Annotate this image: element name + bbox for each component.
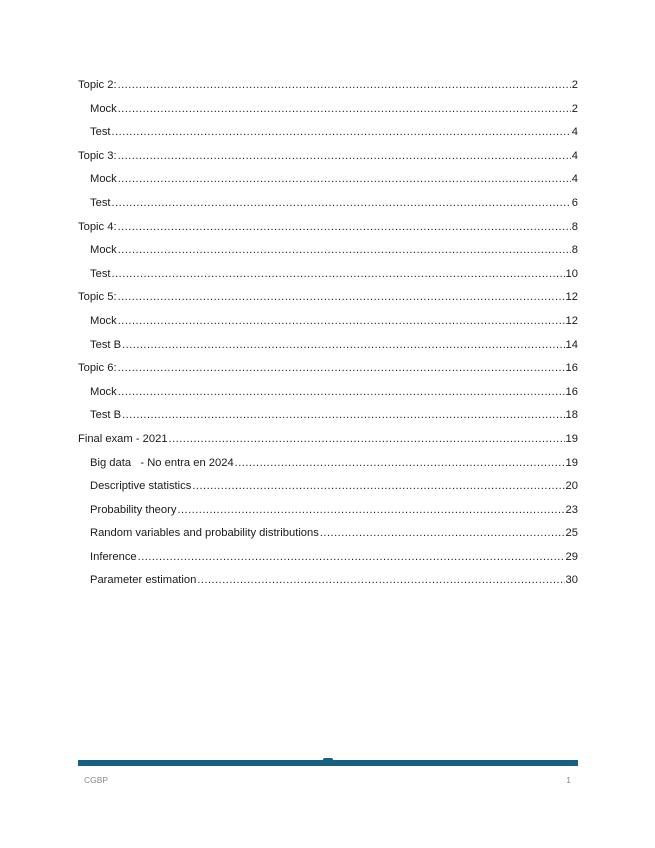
toc-entry-title: Probability theory — [90, 503, 177, 516]
toc-dot-leader — [138, 546, 565, 570]
toc-entry-section[interactable] — [78, 357, 578, 381]
toc-entry-section[interactable] — [78, 216, 578, 240]
toc-entry-subsection[interactable] — [78, 98, 578, 122]
toc-dot-leader — [320, 522, 565, 546]
toc-dot-leader — [177, 499, 564, 523]
toc-entry-page-number: 23 — [565, 503, 578, 516]
footer-page-number: 1 — [566, 775, 571, 785]
toc-dot-leader — [118, 74, 571, 98]
toc-entry-page-number: 8 — [571, 244, 578, 257]
toc-entry-page-number: 6 — [571, 196, 578, 209]
toc-entry-title: Parameter estimation — [90, 574, 197, 587]
toc-dot-leader — [118, 310, 565, 334]
toc-entry-page-number: 4 — [571, 149, 578, 162]
toc-entry-subsection[interactable] — [78, 499, 578, 523]
toc-entry-subsection[interactable] — [78, 192, 578, 216]
toc-entry-page-number: 25 — [565, 527, 578, 540]
toc-dot-leader — [122, 334, 564, 358]
toc-dot-leader — [112, 121, 571, 145]
toc-entry-page-number: 18 — [565, 409, 578, 422]
toc-dot-leader — [118, 381, 565, 405]
toc-entry-page-number: 8 — [571, 220, 578, 233]
toc-entry-subsection[interactable] — [78, 546, 578, 570]
toc-entry-subsection[interactable] — [78, 239, 578, 263]
footer-author: CGBP — [84, 775, 109, 785]
toc-entry-page-number: 16 — [565, 362, 578, 375]
toc-entry-section[interactable] — [78, 286, 578, 310]
toc-entry-title: Test — [90, 267, 111, 280]
toc-entry-title: Topic 2: — [78, 79, 117, 91]
toc-entry-title: Test — [90, 196, 111, 209]
toc-dot-leader — [118, 357, 565, 381]
toc-entry-title: Test B — [90, 409, 122, 422]
toc-dot-leader — [118, 286, 565, 310]
toc-entry-section[interactable] — [78, 74, 578, 98]
toc-entry-subsection[interactable] — [78, 404, 578, 428]
toc-entry-subsection[interactable] — [78, 569, 578, 593]
table-of-contents — [78, 74, 578, 593]
toc-entry-subsection[interactable] — [78, 522, 578, 546]
toc-entry-page-number: 20 — [565, 480, 578, 493]
toc-entry-title: Big data - No entra en 2024 — [90, 456, 234, 469]
toc-entry-page-number: 19 — [565, 456, 578, 469]
toc-entry-page-number: 2 — [571, 102, 578, 115]
toc-dot-leader — [118, 216, 571, 240]
toc-entry-title: Topic 3: — [78, 149, 117, 162]
toc-entry-page-number: 30 — [565, 574, 578, 587]
toc-entry-subsection[interactable] — [78, 452, 578, 476]
toc-entry-subsection[interactable] — [78, 475, 578, 499]
toc-entry-subsection[interactable] — [78, 310, 578, 334]
toc-entry-title: Mock — [90, 102, 117, 115]
toc-entry-page-number: 4 — [571, 173, 578, 186]
toc-dot-leader — [118, 239, 571, 263]
toc-entry-page-number: 4 — [571, 126, 578, 139]
toc-entry-title: Mock — [90, 173, 117, 186]
toc-dot-leader — [112, 263, 565, 287]
toc-entry-section[interactable] — [78, 428, 578, 452]
toc-dot-leader — [122, 404, 564, 428]
toc-dot-leader — [197, 569, 564, 593]
toc-entry-title: Test — [90, 126, 111, 139]
toc-entry-subsection[interactable] — [78, 121, 578, 145]
toc-entry-title: Descriptive statistics — [90, 480, 192, 493]
toc-entry-page-number: 16 — [565, 385, 578, 398]
toc-entry-title: Random variables and probability distributions — [90, 527, 319, 540]
toc-entry-title: Mock — [90, 385, 117, 398]
toc-entry-page-number: 12 — [565, 291, 578, 304]
footer-bar — [78, 760, 578, 766]
toc-entry-section[interactable] — [78, 145, 578, 169]
toc-entry-page-number: 10 — [565, 267, 578, 280]
toc-entry-title: Test B — [90, 338, 122, 351]
toc-entry-title: Topic 5: — [78, 291, 117, 304]
toc-entry-subsection[interactable] — [78, 381, 578, 405]
toc-entry-page-number: 19 — [565, 432, 578, 445]
toc-entry-title: Final exam - 2021 — [78, 432, 168, 445]
toc-entry-subsection[interactable] — [78, 168, 578, 192]
toc-entry-page-number: 29 — [565, 550, 578, 563]
toc-dot-leader — [235, 452, 565, 476]
toc-entry-page-number: 14 — [565, 338, 578, 351]
toc-entry-subsection[interactable] — [78, 263, 578, 287]
toc-entry-title: Mock — [90, 244, 117, 257]
toc-dot-leader — [169, 428, 565, 452]
toc-dot-leader — [118, 168, 571, 192]
toc-entry-title: Inference — [90, 550, 137, 563]
toc-dot-leader — [118, 98, 571, 122]
toc-entry-title: Topic 6: — [78, 362, 117, 375]
toc-dot-leader — [118, 145, 571, 169]
toc-dot-leader — [192, 475, 564, 499]
toc-entry-subsection[interactable] — [78, 334, 578, 358]
toc-dot-leader — [112, 192, 571, 216]
toc-entry-page-number: 2 — [571, 79, 578, 91]
toc-entry-title: Topic 4: — [78, 220, 117, 233]
toc-entry-title: Mock — [90, 314, 117, 327]
toc-entry-page-number: 12 — [565, 314, 578, 327]
